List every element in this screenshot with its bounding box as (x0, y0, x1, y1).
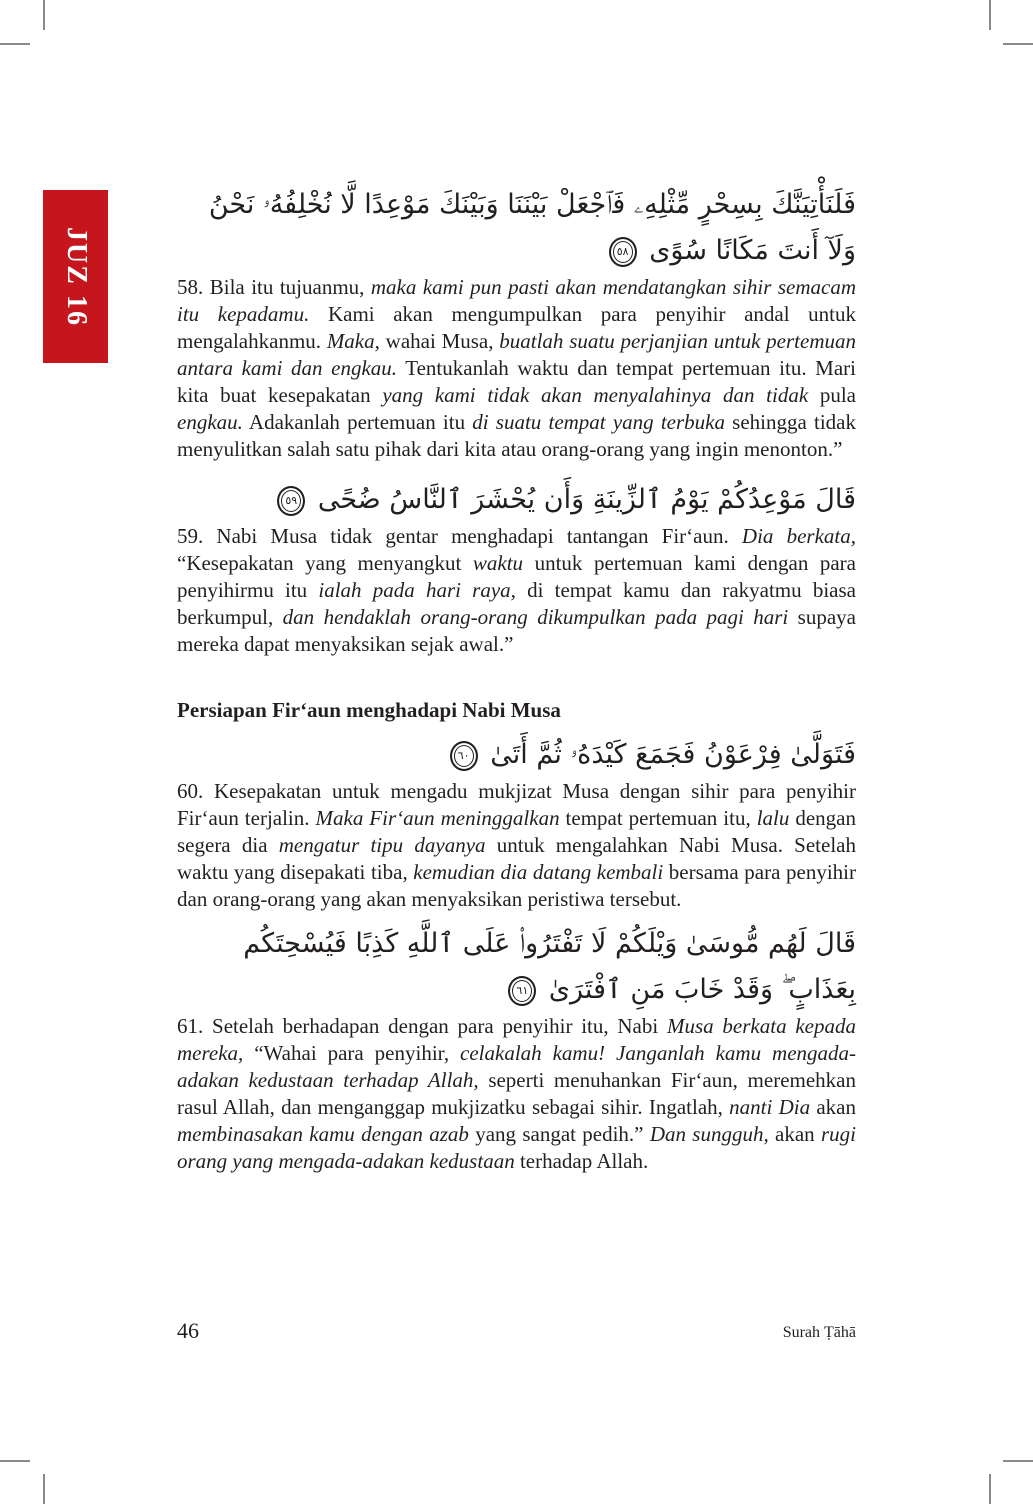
text-run: tempat pertemuan itu, (559, 806, 757, 830)
arabic-verse: قَالَ لَهُم مُّوسَىٰ وَيْلَكُمْ لَا تَفْتَرُوا۟ عَلَى ٱللَّهِ كَذِبًا فَيُسْحِتَكُم بِعَذَابٍ ۖ وَقَدْ خَابَ مَنِ ٱفْتَرَىٰ ٦١ (243, 928, 856, 1005)
crop-mark-top-left-v (43, 0, 45, 30)
text-run: pula (808, 383, 856, 407)
text-run: yang sangat pedih.” (468, 1122, 650, 1146)
text-run: 61. Setelah berhadapan dengan para penyihir itu, Nabi (177, 1014, 667, 1038)
italic-run: Musa berkata kepada mereka, (177, 1014, 856, 1065)
arabic-verse: فَلَنَأْتِيَنَّكَ بِسِحْرٍ مِّثْلِهِۦ فَٱجْعَلْ بَيْنَنَا وَبَيْنَكَ مَوْعِدًا لَّا نُخْلِفُهُۥ نَحْنُ وَلَآ أَنتَ مَكَانًا سُوًى ٥٨ (208, 189, 856, 266)
translation-paragraph (177, 1013, 856, 1175)
text-run: terhadap Allah. (514, 1149, 649, 1173)
text-run: untuk pertemuan kami dengan para penyihirmu itu (177, 551, 856, 602)
translation-paragraph (177, 778, 856, 913)
text-run: 58. Bila itu tujuanmu, (177, 275, 371, 299)
crop-mark-bottom-left-v (43, 1474, 45, 1504)
section-heading: Persiapan Fir‘aun menghadapi Nabi Musa (177, 698, 561, 722)
juz-label: JUZ 16 (60, 226, 92, 327)
text-run: akan (810, 1095, 856, 1119)
page-content (177, 182, 856, 1175)
juz-tab (43, 190, 108, 363)
italic-run: buatlah suatu perjanjian untuk pertemuan antara kami dan engkau. (177, 329, 856, 380)
italic-run: di suatu tempat yang terbuka (472, 410, 725, 434)
ayah-number-marker: ٦١ (508, 976, 536, 1006)
crop-mark-bottom-left-h (0, 1460, 30, 1462)
text-run: seperti menuhankan Fir‘aun, meremehkan rasul Allah, dan menganggap mukjizatku sebagai sihir. Ingatlah, (177, 1068, 856, 1119)
italic-run: rugi orang yang mengada-adakan kedustaan (177, 1122, 856, 1173)
verse-60 (177, 732, 856, 913)
text-run: Tentukanlah waktu dan tempat pertemuan itu. Mari kita buat kesepakatan (177, 356, 856, 407)
running-title: Surah Ṭāhā (782, 1324, 856, 1341)
crop-mark-top-right-h (1003, 43, 1033, 45)
text-run: supaya mereka dapat menyaksikan sejak awal.” (177, 605, 856, 656)
text-run: Adakanlah pertemuan itu (242, 410, 473, 434)
text-run: 59. Nabi Musa tidak gentar menghadapi tantangan Fir‘aun. (177, 524, 742, 548)
italic-run: ialah pada hari raya, (318, 578, 516, 602)
italic-run: Maka, (326, 329, 380, 353)
arabic-verse: قَالَ مَوْعِدُكُمْ يَوْمُ ٱلزِّينَةِ وَأَن يُحْشَرَ ٱلنَّاسُ ضُحًى ٥٩ (177, 477, 856, 523)
text-run: sehingga tidak menyulitkan salah satu pihak dari kita atau orang-orang yang ingin menonton.” (177, 410, 856, 461)
text-run: wahai Musa, (379, 329, 500, 353)
italic-run: engkau. (177, 410, 243, 434)
text-run: di tempat kamu dan rakyatmu biasa berkumpul, (177, 578, 856, 629)
italic-run: nanti Dia (729, 1095, 811, 1119)
text-run: bersama para penyihir dan orang-orang yang akan menyaksikan peristiwa tersebut. (177, 860, 856, 911)
verse-61 (177, 921, 856, 1175)
crop-mark-bottom-right-v (989, 1474, 991, 1504)
crop-mark-bottom-right-h (1003, 1460, 1033, 1462)
crop-mark-top-right-v (989, 0, 991, 30)
text-run: akan (768, 1122, 821, 1146)
text-run: untuk mengalahkan Nabi Musa. Setelah waktu yang disepakati tiba, (177, 833, 856, 884)
italic-run: Dia berkata, (741, 524, 856, 548)
italic-run: dan hendaklah orang-orang dikumpulkan pada pagi hari (282, 605, 789, 629)
crop-mark-top-left-h (0, 43, 30, 45)
ayah-number-marker: ٦٠ (450, 741, 478, 771)
text-run: dengan segera dia (177, 806, 856, 857)
italic-run: celakalah kamu! Janganlah kamu mengada-adakan kedustaan terhadap Allah, (177, 1041, 857, 1092)
italic-run: Maka Fir‘aun meninggalkan (315, 806, 560, 830)
italic-run: membinasakan kamu dengan azab (177, 1122, 469, 1146)
page-number: 46 (177, 1318, 199, 1343)
ayah-number-marker: ٥٩ (277, 486, 305, 516)
translation-paragraph (177, 523, 856, 658)
ayah-number-marker: ٥٨ (609, 237, 637, 267)
italic-run: Dan sungguh, (649, 1122, 769, 1146)
arabic-verse: فَتَوَلَّىٰ فِرْعَوْنُ فَجَمَعَ كَيْدَهُۥ ثُمَّ أَتَىٰ ٦٠ (177, 732, 856, 778)
text-run: Kami akan mengumpulkan para penyihir andal untuk mengalahkanmu. (177, 302, 856, 353)
italic-run: lalu (756, 806, 790, 830)
italic-run: maka kami pun pasti akan mendatangkan sihir semacam itu kepadamu. (177, 275, 856, 326)
italic-run: waktu (472, 551, 524, 575)
verse-59 (177, 477, 856, 658)
italic-run: kemudian dia datang kembali (413, 860, 664, 884)
verse-58 (177, 182, 856, 463)
text-run: “Kesepakatan yang menyangkut (177, 551, 473, 575)
italic-run: yang kami tidak akan menyalahinya dan tidak (382, 383, 809, 407)
italic-run: mengatur tipu dayanya (278, 833, 486, 857)
text-run: “Wahai para penyihir, (243, 1041, 461, 1065)
text-run: 60. Kesepakatan untuk mengadu mukjizat Musa dengan sihir para penyihir Fir‘aun terjalin. (177, 779, 856, 830)
translation-paragraph (177, 274, 856, 463)
